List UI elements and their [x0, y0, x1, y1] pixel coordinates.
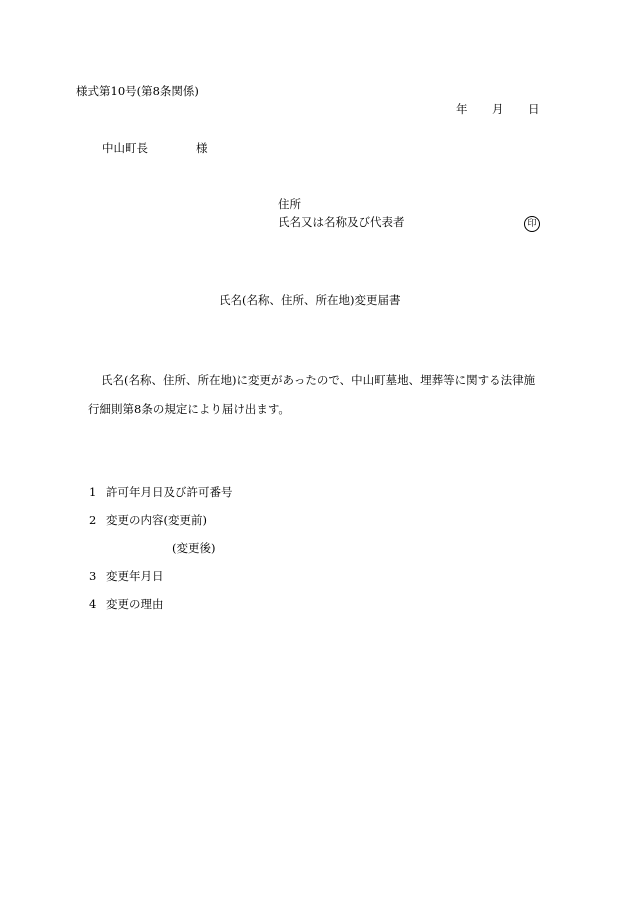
date-day-label: 日	[528, 102, 540, 116]
item-3-label: 変更年月日	[106, 569, 164, 583]
item-1-label: 許可年月日及び許可番号	[106, 485, 233, 499]
name-label: 氏名又は名称及び代表者	[278, 215, 405, 229]
body-line-1: 氏名(名称、住所、所在地)に変更があったので、中山町墓地、埋葬等に関する法律施	[101, 373, 536, 387]
date-month-label: 月	[492, 102, 504, 116]
document-title: 氏名(名称、住所、所在地)変更届書	[219, 293, 401, 307]
seal-mark	[524, 216, 540, 232]
seal-text: 印	[527, 219, 537, 229]
item-4-number: 4	[89, 597, 97, 611]
addressee-honorific: 様	[196, 141, 208, 155]
item-3-number: 3	[89, 569, 97, 583]
item-2-label: 変更の内容(変更前)	[106, 513, 207, 527]
item-2-after-label: (変更後)	[172, 541, 216, 555]
form-number: 様式第10号(第8条関係)	[76, 84, 199, 98]
item-1-number: 1	[89, 485, 97, 499]
date-year-label: 年	[456, 102, 468, 116]
addressee-name: 中山町長	[102, 141, 148, 155]
item-4-label: 変更の理由	[106, 597, 164, 611]
address-label: 住所	[278, 197, 301, 211]
item-2-number: 2	[89, 513, 97, 527]
body-line-2: 行細則第8条の規定により届け出ます。	[88, 402, 290, 416]
